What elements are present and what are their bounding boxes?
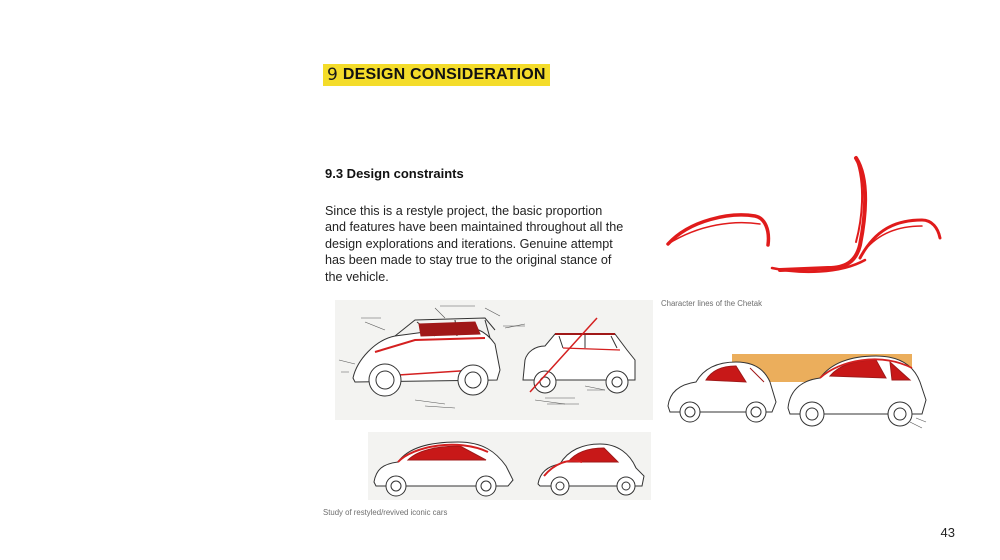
mini-sketches-image [335,300,653,420]
section-title: DESIGN CONSIDERATION [342,66,546,83]
section-number: 9 [327,65,338,85]
new-beetle-sketch [374,442,513,496]
body-paragraph: Since this is a restyle project, the basic proportion and features have been maintained throughout all the design explorations and iterations. Genuine attempt has been made to stay true to the original stance of the vehicle. [325,204,624,284]
chetak-figure-caption: Character lines of the Chetak [661,299,762,308]
classic-beetle-sketch [538,444,644,495]
chetak-character-lines-figure [660,150,950,280]
beetle-sketches-image [368,432,651,500]
classic-mini-sketch [523,318,635,393]
modern-mini-sketch [353,318,500,396]
fiat-500-comparison-sketch [660,346,940,436]
subsection-title: 9.3 Design constraints [325,166,464,181]
section-heading [323,64,550,86]
page-number: 43 [940,525,955,540]
iconic-cars-caption: Study of restyled/revived iconic cars [323,508,448,517]
